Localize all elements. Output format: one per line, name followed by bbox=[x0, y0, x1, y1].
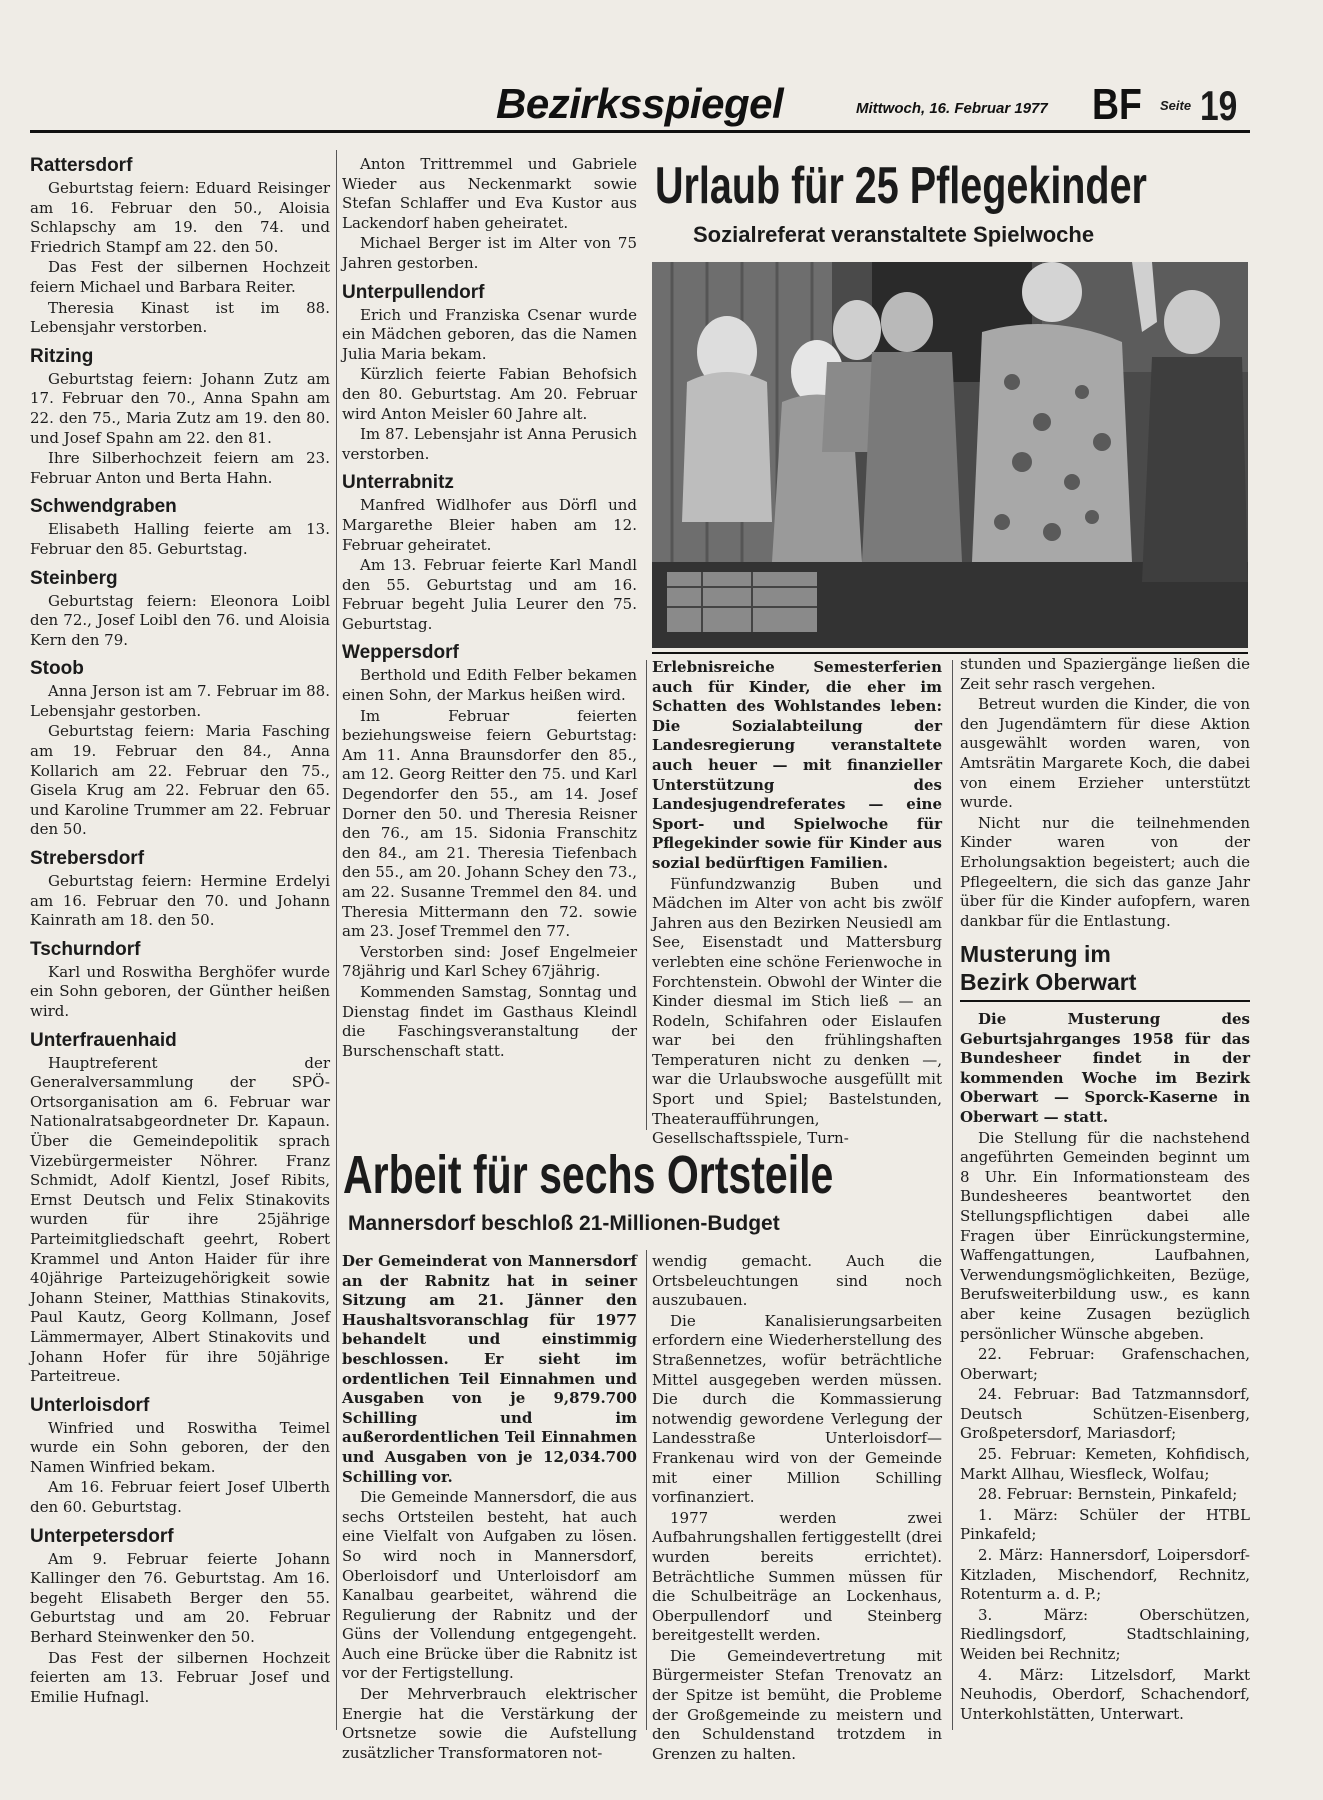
paragraph: Geburtstag feiern: Eleonora Loibl den 72., Josef Loibl den 76. und Aloisia Kern den 79. bbox=[30, 591, 330, 649]
lead-arbeit: Der Gemeinderat von Mannersdorf an der Rabnitz hat in seiner Sitzung am 21. Jänner den Haushaltsvoranschlag für 1977 behandelt und einstimmig beschlossen. Er sieht im ordentlichen Teil Einnahmen und Ausgaben von je 9,879.700 Schilling und im außerordentlichen Teil Einnahmen und Ausgaben von je 12,034.700 Schilling vor. bbox=[342, 1252, 637, 1486]
lead-urlaub: Erlebnisreiche Semesterferien auch für Kinder, die eher im Schatten des Wohlstandes leben: Die Sozialabteilung der Landesregierung veranstaltete auch heuer — mit finanzieller Unterstützung des Landesjugendreferates — eine Sport- und Spielwoche für Pflegekinder sowie für Kinder aus sozial bedürftigen Familien. bbox=[652, 658, 942, 872]
heading-steinberg: Steinberg bbox=[30, 567, 118, 589]
paragraph: Erich und Franziska Csenar wurde ein Mädchen geboren, das die Namen Julia Maria bekam. bbox=[342, 305, 637, 363]
heading-unterrabnitz: Unterrabnitz bbox=[342, 472, 454, 494]
paragraph: Elisabeth Halling feierte am 13. Februar den 85. Geburtstag. bbox=[30, 520, 330, 558]
paragraph: Am 16. Februar feiert Josef Ulberth den 60. Geburtstag. bbox=[30, 1478, 330, 1517]
paragraph: Die Stellung für die nachstehend angeführten Gemeinden beginnt um 8 Uhr. Ein Informationsteam des Bundesheeres beantwortet den Stellungspflichtigen dabei alle Fragen über Einrückungstermine, Waffengattungen, Laufbahnen, Verwendungsmöglichkeiten, Bezüge, Berufsweiterbildung usw., es kann aber keine Zusagen bezüglich persönlicher Wünsche abgeben. bbox=[960, 1128, 1250, 1343]
paragraph: Am 9. Februar feierte Johann Kallinger den 76. Geburtstag. Am 16. begeht Elisabeth Berger den 55. Geburtstag und am 20. Februar Berhard Steinwenker den 50. bbox=[30, 1549, 330, 1647]
paragraph: stunden und Spaziergänge ließen die Zeit sehr rasch vergehen. bbox=[960, 655, 1250, 693]
column-arbeit-1 bbox=[342, 1252, 637, 1764]
paragraph: 4. März: Litzelsdorf, Markt Neuhodis, Oberdorf, Schachendorf, Unterkohlstätten, Unterwart. bbox=[960, 1665, 1250, 1723]
heading-schwendgraben: Schwendgraben bbox=[30, 496, 177, 518]
page-number: 19 bbox=[1200, 82, 1238, 129]
paragraph: Im Februar feierten beziehungsweise feiern Geburtstag: Am 11. Anna Braunsdorfer den 85., am 12. Georg Reitter den 75. und Karl Degendorfer den 55., am 14. Josef Dorner den 50. und Theresia Reisner den 76., am 15. Sidonia Franschitz den 84., am 21. Theresia Tiefenbach den 55., am 20. Johann Schey den 73., am 22. Susanne Tremmel den 84. und Theresia Mittermann den 72. sowie am 23. Josef Tremmel den 77. bbox=[342, 706, 637, 941]
heading-weppersdorf: Weppersdorf bbox=[342, 642, 459, 664]
heading-unterpetersdorf: Unterpetersdorf bbox=[30, 1525, 174, 1547]
column-4 bbox=[960, 655, 1250, 932]
paragraph: Theresia Kinast ist im 88. Lebensjahr verstorben. bbox=[30, 298, 330, 337]
paragraph: Geburtstag feiern: Eduard Reisinger am 16. Februar den 50., Aloisia Schlapschy am 19. den 74. und Friedrich Stampf am 22. den 50. bbox=[30, 179, 330, 256]
paragraph: Nicht nur die teilnehmenden Kinder waren von der Erholungsaktion begeistert; auch die Pflegeeltern, die sich das ganze Jahr über für die Kinder aufopfern, waren dankbar für die Entlastung. bbox=[960, 813, 1250, 930]
headline-musterung bbox=[960, 940, 1136, 996]
column-divider bbox=[646, 1250, 647, 1730]
heading-strebersdorf: Strebersdorf bbox=[30, 848, 145, 870]
column-arbeit-2 bbox=[652, 1252, 942, 1765]
header-rule bbox=[30, 130, 1250, 133]
paragraph: 24. Februar: Bad Tatzmannsdorf, Deutsch Schützen-Eisenberg, Großpetersdorf, Mariasdorf; bbox=[960, 1385, 1250, 1443]
paragraph: 1. März: Schüler der HTBL Pinkafeld; bbox=[960, 1505, 1250, 1544]
subheadline-arbeit: Mannersdorf beschloß 21-Millionen-Budget bbox=[348, 1212, 780, 1235]
photo-rule bbox=[652, 652, 1248, 654]
paragraph: Karl und Roswitha Berghöfer wurde ein Sohn geboren, der Günther heißen wird. bbox=[30, 962, 330, 1020]
children-photo bbox=[652, 262, 1248, 648]
paragraph: Ihre Silberhochzeit feiern am 23. Februar Anton und Berta Hahn. bbox=[30, 449, 330, 487]
column-divider bbox=[952, 660, 953, 1730]
paragraph: 22. Februar: Grafenschachen, Oberwart; bbox=[960, 1345, 1250, 1383]
headline-musterung-line2: Bezirk Oberwart bbox=[960, 969, 1137, 995]
headline-urlaub: Urlaub für 25 Pflegekinder bbox=[655, 157, 1147, 215]
paragraph: Der Mehrverbrauch elektrischer Energie hat die Verstärkung der Ortsnetze sowie die Aufstellung zusätzlicher Transformatoren not- bbox=[342, 1685, 637, 1762]
column-1 bbox=[30, 155, 330, 1708]
paragraph: Geburtstag feiern: Maria Fasching am 19. Februar den 84., Anna Kollarich am 22. Februar den 75., Gisela Krug am 22. Februar den 65. und Karoline Trummer am 22. Februar den 50. bbox=[30, 722, 330, 839]
paragraph: Kommenden Samstag, Sonntag und Dienstag findet im Gasthaus Kleindl die Faschingsveranstaltung der Burschenschaft statt. bbox=[342, 982, 637, 1060]
paragraph: Die Gemeindevertretung mit Bürgermeister Stefan Trenovatz an der Spitze ist bemüht, die Probleme der Großgemeinde zu meistern und den Schuldenstand trotzdem in Grenzen zu halten. bbox=[652, 1646, 942, 1763]
paragraph: Verstorben sind: Josef Engelmeier 78jährig und Karl Schey 67jährig. bbox=[342, 942, 637, 981]
paragraph: Geburtstag feiern: Johann Zutz am 17. Februar den 70., Anna Spahn am 22. den 75., Maria Zutz am 19. den 80. und Josef Spahn am 22. den 81. bbox=[30, 369, 330, 447]
brand-logo: BF bbox=[1092, 80, 1142, 129]
paragraph: Im 87. Lebensjahr ist Anna Perusich verstorben. bbox=[342, 425, 637, 463]
seite-label: Seite bbox=[1160, 98, 1192, 113]
paragraph: Winfried und Roswitha Teimel wurde ein Sohn geboren, der den Namen Winfried bekam. bbox=[30, 1418, 330, 1476]
paragraph: Das Fest der silbernen Hochzeit feierten am 13. Februar Josef und Emilie Hufnagl. bbox=[30, 1648, 330, 1706]
paragraph: 3. März: Oberschützen, Riedlingsdorf, Stadtschlaining, Weiden bei Rechnitz; bbox=[960, 1605, 1250, 1663]
paragraph: 25. Februar: Kemeten, Kohfidisch, Markt Allhau, Wiesfleck, Wolfau; bbox=[960, 1445, 1250, 1483]
paragraph: Anna Jerson ist am 7. Februar im 88. Lebensjahr gestorben. bbox=[30, 682, 330, 720]
issue-date: Mittwoch, 16. Februar 1977 bbox=[856, 100, 1048, 117]
headline-arbeit: Arbeit für sechs Ortsteile bbox=[343, 1145, 834, 1205]
paragraph: Betreut wurden die Kinder, die von den Jugendämtern für diese Aktion ausgewählt worden waren, von Amtsrätin Margarete Koch, die dabei von einem Erzieher unterstützt wurde. bbox=[960, 695, 1250, 812]
lead-musterung: Die Musterung des Geburtsjahrganges 1958 für das Bundesheer findet in der kommenden Woche im Bezirk Oberwart — Sporck-Kaserne in Oberwart — statt. bbox=[960, 1010, 1250, 1126]
paragraph: 2. März: Hannersdorf, Loipersdorf-Kitzladen, Mischendorf, Rechnitz, Rotenturm a. d. P.; bbox=[960, 1546, 1250, 1604]
heading-unterfrauenhaid: Unterfrauenhaid bbox=[30, 1029, 177, 1051]
heading-tschurndorf: Tschurndorf bbox=[30, 938, 141, 960]
photo-illustration bbox=[652, 262, 1248, 648]
paragraph: Geburtstag feiern: Hermine Erdelyi am 16. Februar den 70. und Johann Kainrath am 18. den 50. bbox=[30, 872, 330, 930]
paragraph: Die Kanalisierungsarbeiten erfordern eine Wiederherstellung des Straßennetzes, wofür beträchtliche Mittel ausgegeben werden müssen. Die durch die Kommassierung notwendig gewordene Verlegung der Landesstraße Unterloisdorf—Frankenau wird von der Gemeinde mit einer Million Schilling vorfinanziert. bbox=[652, 1311, 942, 1507]
paragraph: Berthold und Edith Felber bekamen einen Sohn, der Markus heißen wird. bbox=[342, 666, 637, 705]
paragraph: Manfred Widlhofer aus Dörfl und Margarethe Bleier haben am 12. Februar geheiratet. bbox=[342, 496, 637, 554]
paragraph: Am 13. Februar feierte Karl Mandl den 55. Geburtstag und am 16. Februar begeht Julia Leurer den 75. Geburtstag. bbox=[342, 556, 637, 633]
subheadline-urlaub: Sozialreferat veranstaltete Spielwoche bbox=[693, 222, 1095, 247]
paragraph: 1977 werden zwei Aufbahrungshallen fertiggestellt (drei wurden bereits errichtet). Beträchtliche Summen müssen für die Schulbeiträge an Lockenhaus, Oberpullendorf und Steinberg bereitgestellt werden. bbox=[652, 1508, 942, 1645]
heading-ritzing: Ritzing bbox=[30, 345, 94, 367]
column-divider bbox=[336, 150, 337, 1730]
column-2 bbox=[342, 155, 637, 1062]
paragraph: Die Gemeinde Mannersdorf, die aus sechs Ortsteilen besteht, hat auch eine Vielfalt von Aufgaben zu lösen. So wird noch in Mannersdorf, Oberloisdorf und Unterloisdorf am Kanalbau gearbeitet, während die Regulierung der Rabnitz und der Güns der Vollendung entgegengeht. Auch eine Brücke über die Rabnitz ist vor der Fertigstellung. bbox=[342, 1488, 637, 1683]
column-3 bbox=[652, 658, 942, 1150]
paragraph: Hauptreferent der Generalversammlung der SPÖ-Ortsorganisation am 6. Februar war Nationalratsabgeordneter Dr. Kapaun. Über die Gemeindepolitik sprach Vizebürgermeister Nöhrer. Franz Schmidt, Adolf Kientzl, Josef Ribits, Ernst Deutsch und Felix Stinakovits wurden für ihre 25jährige Parteimitgliedschaft geehrt, Robert Krammel und Anton Haider für ihre 40jährige Parteizugehörigkeit sowie Johann Steiner, Matthias Stinakovits, Paul Kautz, Georg Kollmann, Josef Lämmermayer, Albert Stinakovits und Johann Hofer für ihre 50jährige Parteitreue. bbox=[30, 1053, 330, 1386]
column-divider bbox=[646, 660, 647, 1130]
section-title: Bezirksspiegel bbox=[496, 80, 784, 127]
paragraph: wendig gemacht. Auch die Ortsbeleuchtungen sind noch auszubauen. bbox=[652, 1252, 942, 1310]
paragraph: Anton Trittremmel und Gabriele Wieder aus Neckenmarkt sowie Stefan Schlaffer und Eva Kustor aus Lackendorf haben geheiratet. bbox=[342, 155, 637, 232]
column-4-musterung bbox=[960, 1010, 1250, 1725]
paragraph: Michael Berger ist im Alter von 75 Jahren gestorben. bbox=[342, 234, 637, 272]
paragraph: Fünfundzwanzig Buben und Mädchen im Alter von acht bis zwölf Jahren aus den Bezirken Neusiedl am See, Eisenstadt und Mattersburg verlebten eine schöne Ferienwoche in Forchtenstein. Obwohl der Winter die Kinder diesmal im Stich ließ — an Rodeln, Schifahren oder Eislaufen war bei den frühlingshaften Temperaturen nicht zu denken —, war die Urlaubswoche ausgefüllt mit Sport und Spiel; Bastelstunden, Theateraufführungen, Gesellschaftsspiele, Turn- bbox=[652, 874, 942, 1148]
heading-unterpullendorf: Unterpullendorf bbox=[342, 281, 485, 303]
heading-unterloisdorf: Unterloisdorf bbox=[30, 1394, 150, 1416]
paragraph: 28. Februar: Bernstein, Pinkafeld; bbox=[978, 1485, 1238, 1504]
headline-musterung-line1: Musterung im bbox=[960, 941, 1111, 967]
heading-rattersdorf: Rattersdorf bbox=[30, 155, 133, 176]
musterung-rule bbox=[960, 1000, 1250, 1002]
heading-stoob: Stoob bbox=[30, 658, 84, 680]
paragraph: Kürzlich feierte Fabian Behofsich den 80. Geburtstag. Am 20. Februar wird Anton Meisler 60 Jahre alt. bbox=[342, 365, 637, 423]
paragraph: Das Fest der silbernen Hochzeit feiern Michael und Barbara Reiter. bbox=[30, 258, 330, 296]
